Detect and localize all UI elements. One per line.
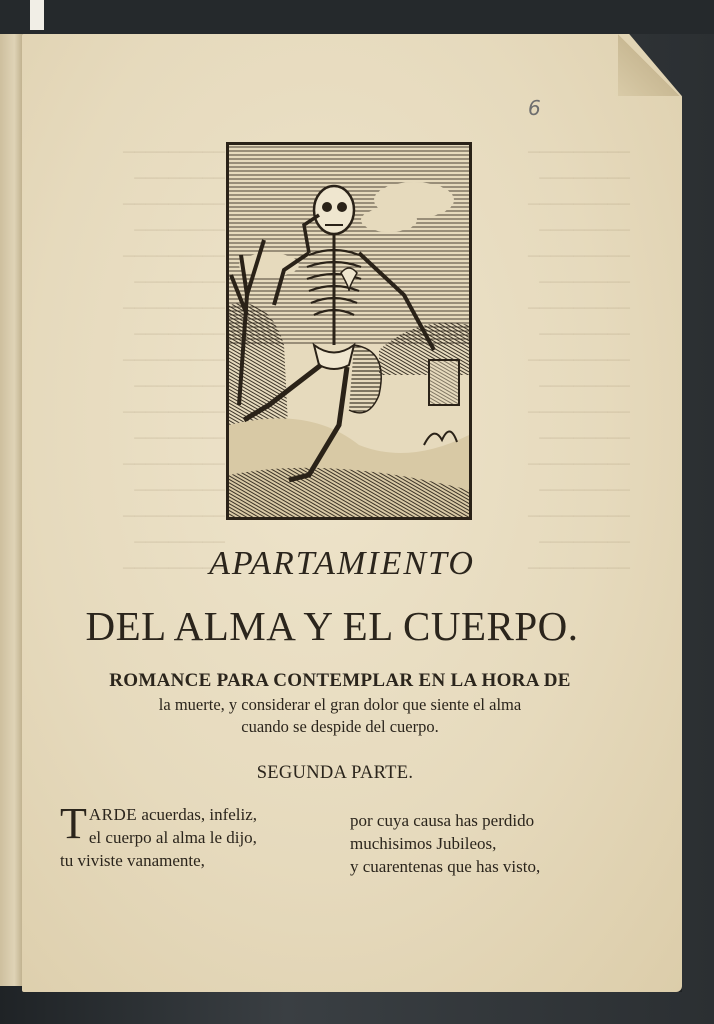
woodcut-skeleton-illustration — [226, 142, 472, 520]
scan-top-edge — [0, 0, 714, 34]
verse-line: el cuerpo al alma le dijo, — [88, 828, 257, 847]
drop-cap: T — [60, 799, 87, 848]
verse-line: por cuya causa has perdido — [350, 811, 535, 830]
verse-line — [60, 803, 330, 826]
verse-column-right — [350, 809, 610, 878]
verse-line: tu viviste vanamente, — [60, 851, 205, 870]
show-through-text-right: ───────── ──────── ───────── ──────── ───────── ──────── ───────── ──────── ───────── ──────── ───────── ──────── ───────── ──────── ───────── ──────── ───────── — [527, 144, 630, 577]
verse-first-rest: acuerdas, infeliz, — [137, 805, 258, 824]
verse-line: muchisimos Jubileos, — [350, 834, 497, 853]
title-del-alma-y-el-cuerpo: DEL ALMA Y EL CUERPO. — [85, 603, 579, 649]
handwritten-page-number: 6 — [528, 96, 541, 120]
folded-corner — [618, 34, 680, 96]
previous-page-edge — [0, 34, 25, 986]
show-through-text-left: ───────── ──────── ───────── ──────── ───────── ──────── ───────── ──────── ───────── ──────── ───────── ──────── ───────── ──────── ───────── ──────── ───────── — [122, 144, 225, 577]
page-marker-tab — [30, 0, 44, 30]
part-heading: SEGUNDA PARTE. — [256, 763, 414, 783]
verse-column-left — [60, 799, 330, 872]
subtitle-line-2: la muerte, y considerar el gran dolor que siente el alma — [158, 695, 522, 714]
verse-line: y cuarentenas que has visto, — [350, 857, 541, 876]
title-apartamiento: APARTAMIENTO — [209, 545, 475, 582]
subtitle-line-1: ROMANCE PARA CONTEMPLAR EN LA HORA DE — [109, 670, 571, 691]
subtitle-line-3: cuando se despide del cuerpo. — [241, 717, 439, 736]
skeleton-woodcut-icon — [229, 145, 469, 517]
verse-first-word: ARDE — [88, 805, 138, 824]
